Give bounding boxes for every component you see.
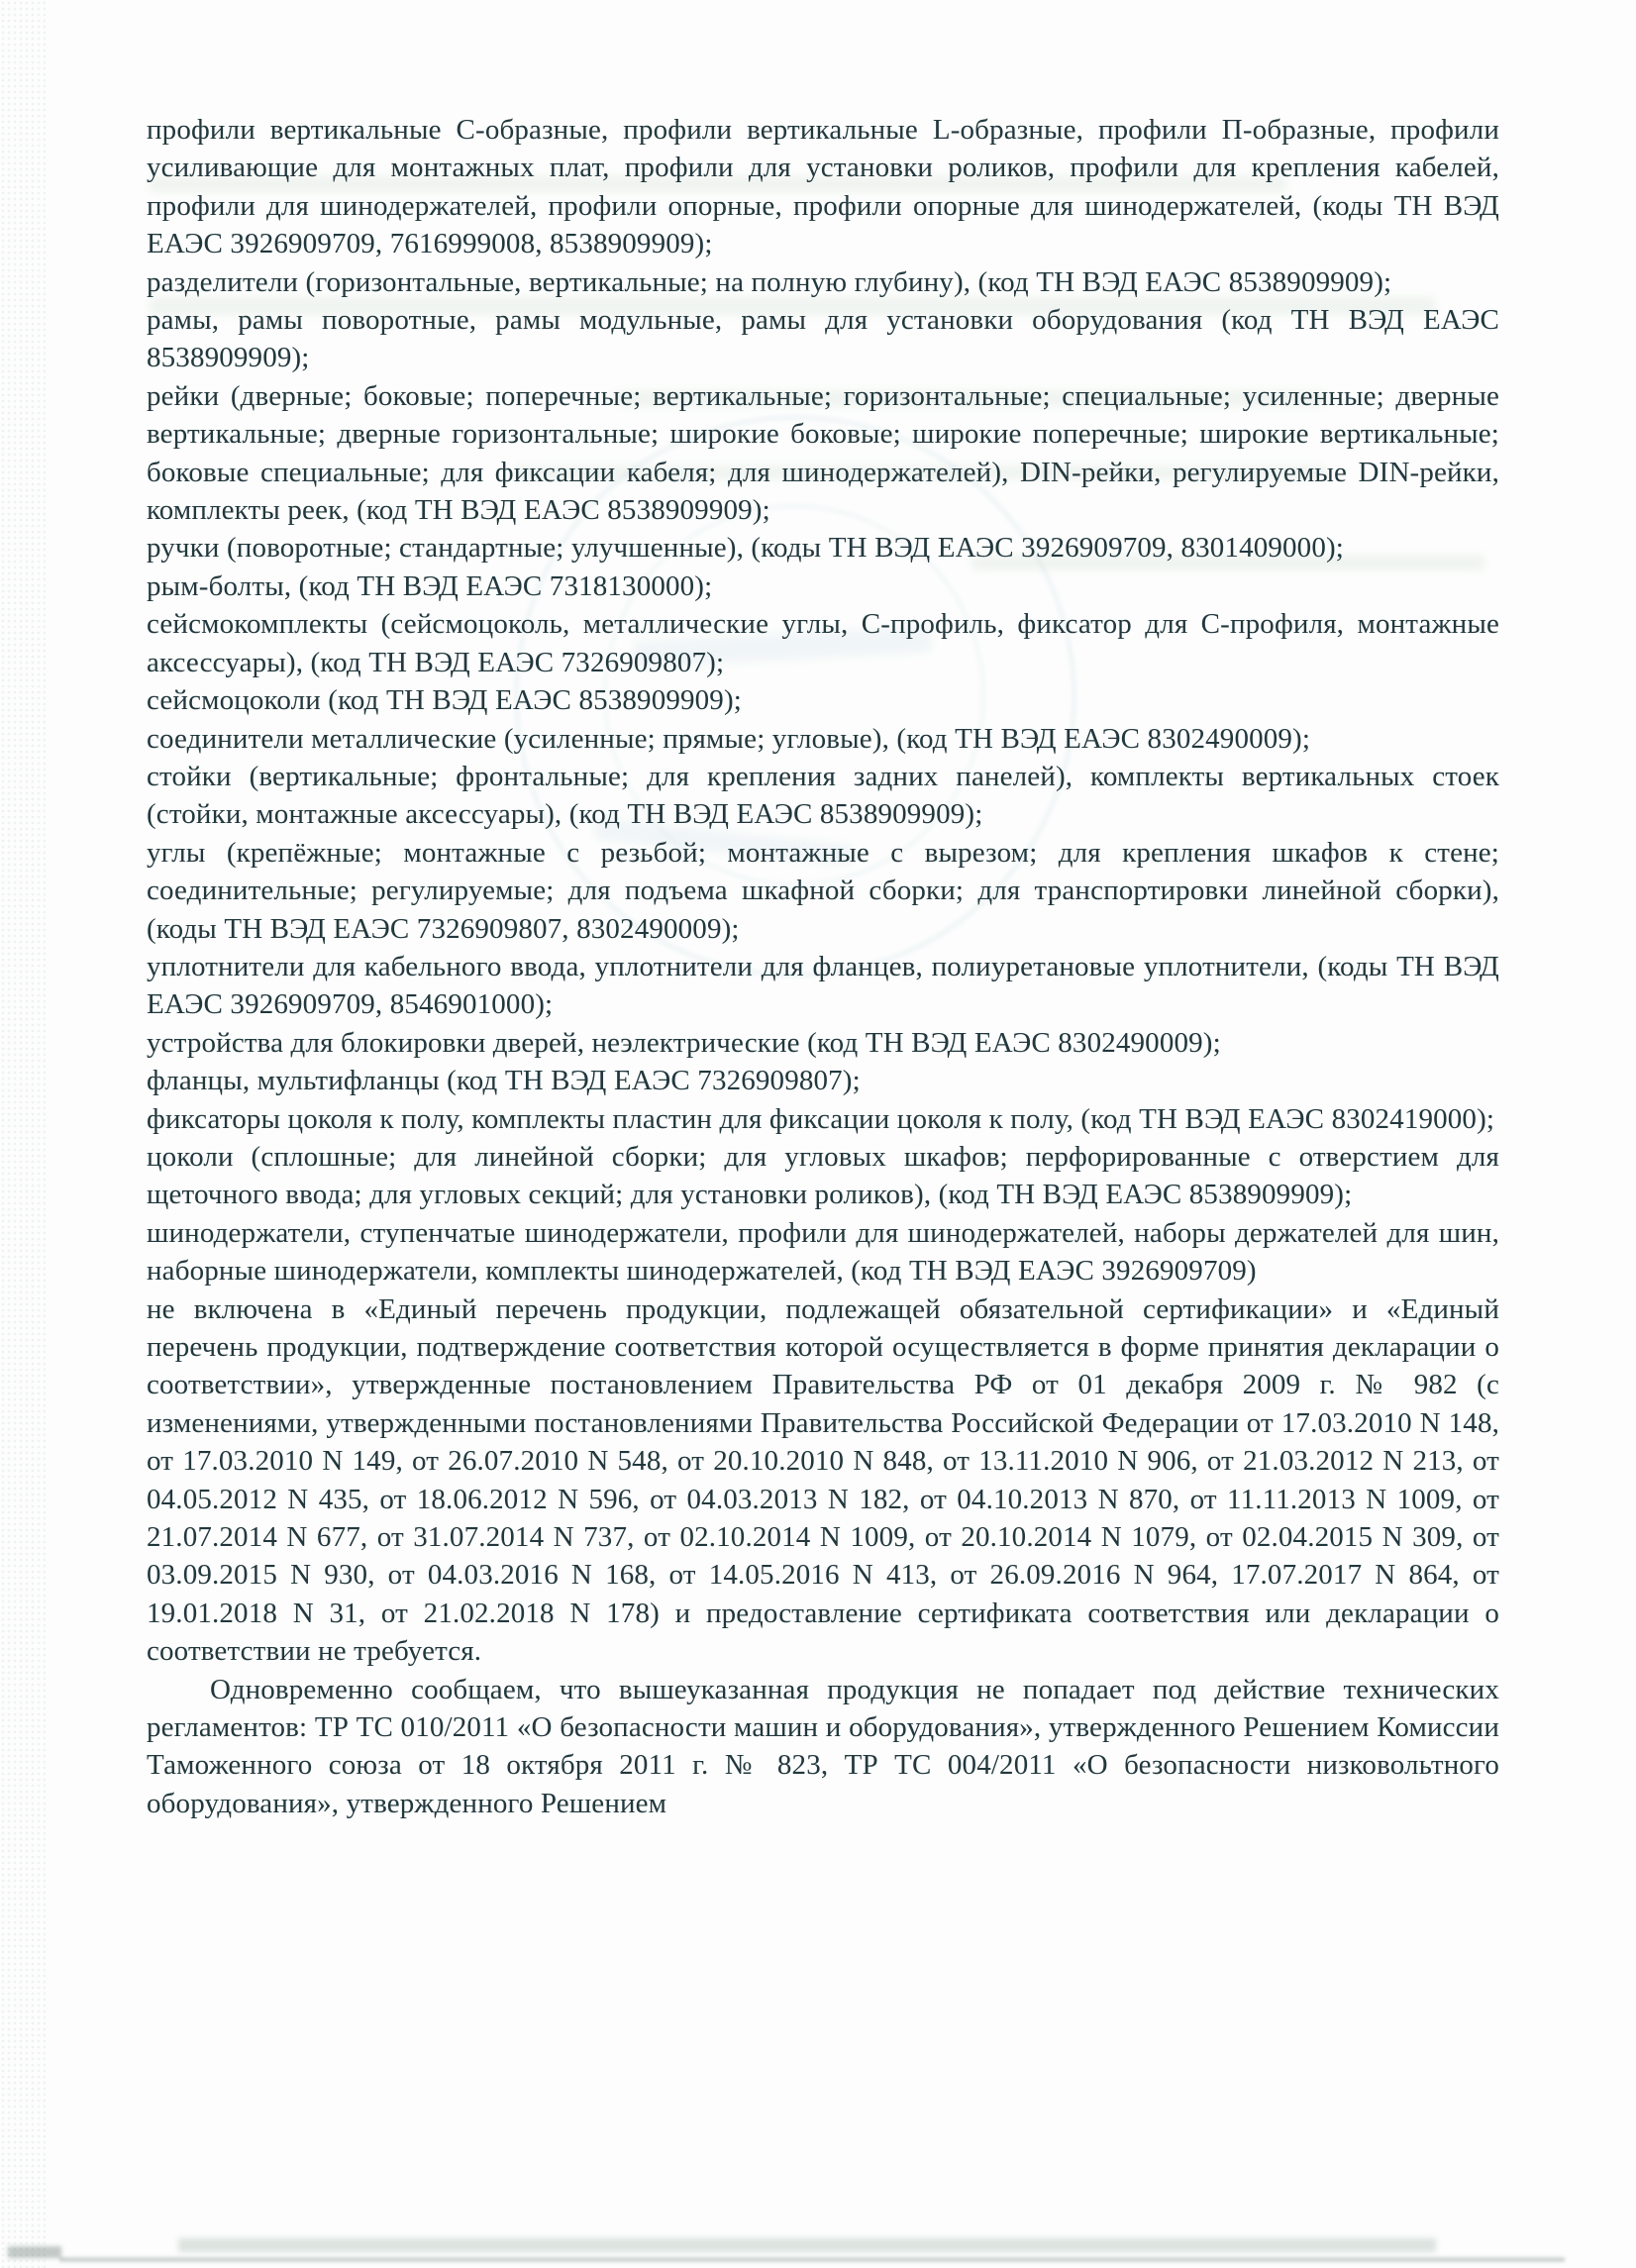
paragraph: рамы, рамы поворотные, рамы модульные, рамы для установки оборудования (код ТН ВЭД ЕАЭС 8538909909);	[147, 304, 1499, 374]
paragraph: стойки (вертикальные; фронтальные; для крепления задних панелей), комплекты вертикальных стоек (стойки, монтажные аксессуары), (код ТН ВЭД ЕАЭС 8538909909);	[147, 760, 1499, 831]
paragraph: ручки (поворотные; стандартные; улучшенные), (коды ТН ВЭД ЕАЭС 3926909709, 8301409000);	[147, 532, 1344, 565]
paragraph: устройства для блокировки дверей, неэлектрические (код ТН ВЭД ЕАЭС 8302490009);	[147, 1026, 1221, 1059]
bottom-scan-smudge	[178, 2238, 1436, 2252]
paragraph: фиксаторы цоколя к полу, комплекты пластин для фиксации цоколя к полу, (код ТН ВЭД ЕАЭС 8302419000);	[147, 1102, 1495, 1135]
bottom-scan-line	[59, 2257, 1565, 2262]
paragraph: сейсмоцоколи (код ТН ВЭД ЕАЭС 8538909909);	[147, 684, 742, 717]
paragraph: фланцы, мультифланцы (код ТН ВЭД ЕАЭС 7326909807);	[147, 1065, 861, 1097]
document-body	[147, 111, 1499, 1822]
paragraph: рейки (дверные; боковые; поперечные; вертикальные; горизонтальные; специальные; усиленные; дверные вертикальные; дверные горизонтальные; широкие боковые; широкие поперечные; широкие вертикальные; боковые специальные; для фиксации кабеля; для шинодержателей), DIN-рейки, регулируемые DIN-рейки, комплекты реек, (код ТН ВЭД ЕАЭС 8538909909);	[147, 379, 1499, 527]
paragraph: углы (крепёжные; монтажные с резьбой; монтажные с вырезом; для крепления шкафов к стене; соединительные; регулируемые; для подъема шкафной сборки; для транспортировки линейной сборки), (коды ТН ВЭД ЕАЭС 7326909807, 8302490009);	[147, 836, 1499, 945]
paragraph: шинодержатели, ступенчатые шинодержатели, профили для шинодержателей, наборы держателей для шин, наборные шинодержатели, комплекты шинодержателей, (код ТН ВЭД ЕАЭС 3926909709)	[147, 1216, 1499, 1288]
scan-edge-texture	[0, 0, 46, 2268]
paragraph: сейсмокомплекты (сейсмоцоколь, металлические углы, С-профиль, фиксатор для С-профиля, монтажные аксессуары), (код ТН ВЭД ЕАЭС 7326909807);	[147, 608, 1499, 678]
paragraph: рым-болты, (код ТН ВЭД ЕАЭС 7318130000);	[147, 569, 713, 602]
paragraph: соединители металлические (усиленные; прямые; угловые), (код ТН ВЭД ЕАЭС 8302490009);	[147, 722, 1311, 755]
paragraph: уплотнители для кабельного ввода, уплотнители для фланцев, полиуретановые уплотнители, (коды ТН ВЭД ЕАЭС 3926909709, 8546901000);	[147, 950, 1499, 1021]
paragraph: Одновременно сообщаем, что вышеуказанная продукция не попадает под действие технических регламентов: ТР ТС 010/2011 «О безопасности машин и оборудования», утвержденного Решением Комиссии Таможенного союза от 18 октября 2011 г. № 823, ТР ТС 004/2011 «О безопасности низковольтного оборудования», утвержденного Решением	[147, 1673, 1499, 1819]
paragraph: разделители (горизонтальные, вертикальные; на полную глубину), (код ТН ВЭД ЕАЭС 8538909909);	[147, 265, 1392, 298]
paragraph: профили вертикальные С-образные, профили вертикальные L-образные, профили П-образные, профили усиливающие для монтажных плат, профили для установки роликов, профили для крепления кабелей, профили для шинодержателей, профили опорные, профили опорные для шинодержателей, (коды ТН ВЭД ЕАЭС 3926909709, 7616999008, 8538909909);	[147, 114, 1499, 260]
paragraph: не включена в «Единый перечень продукции, подлежащей обязательной сертификации» и «Единый перечень продукции, подтверждение соответствия которой осуществляется в форме принятия декларации о соответствии», утвержденные постановлением Правительства РФ от 01 декабря 2009 г. № 982 (с изменениями, утвержденными постановлениями Правительства Российской Федерации от 17.03.2010 N 148, от 17.03.2010 N 149, от 26.07.2010 N 548, от 20.10.2010 N 848, от 13.11.2010 N 906, от 21.03.2012 N 213, от 04.05.2012 N 435, от 18.06.2012 N 596, от 04.03.2013 N 182, от 04.10.2013 N 870, от 11.11.2013 N 1009, от 21.07.2014 N 677, от 31.07.2014 N 737, от 02.10.2014 N 1009, от 20.10.2014 N 1079, от 02.04.2015 N 309, от 03.09.2015 N 930, от 04.03.2016 N 168, от 14.05.2016 N 413, от 26.09.2016 N 964, 17.07.2017 N 864, от 19.01.2018 N 31, от 21.02.2018 N 178) и предоставление сертификата соответствия или декларации о соответствии не требуется.	[147, 1292, 1499, 1668]
paragraph: цоколи (сплошные; для линейной сборки; для угловых шкафов; перфорированные с отверстием для щеточного ввода; для угловых секций; для установки роликов), (код ТН ВЭД ЕАЭС 8538909909);	[147, 1140, 1499, 1211]
